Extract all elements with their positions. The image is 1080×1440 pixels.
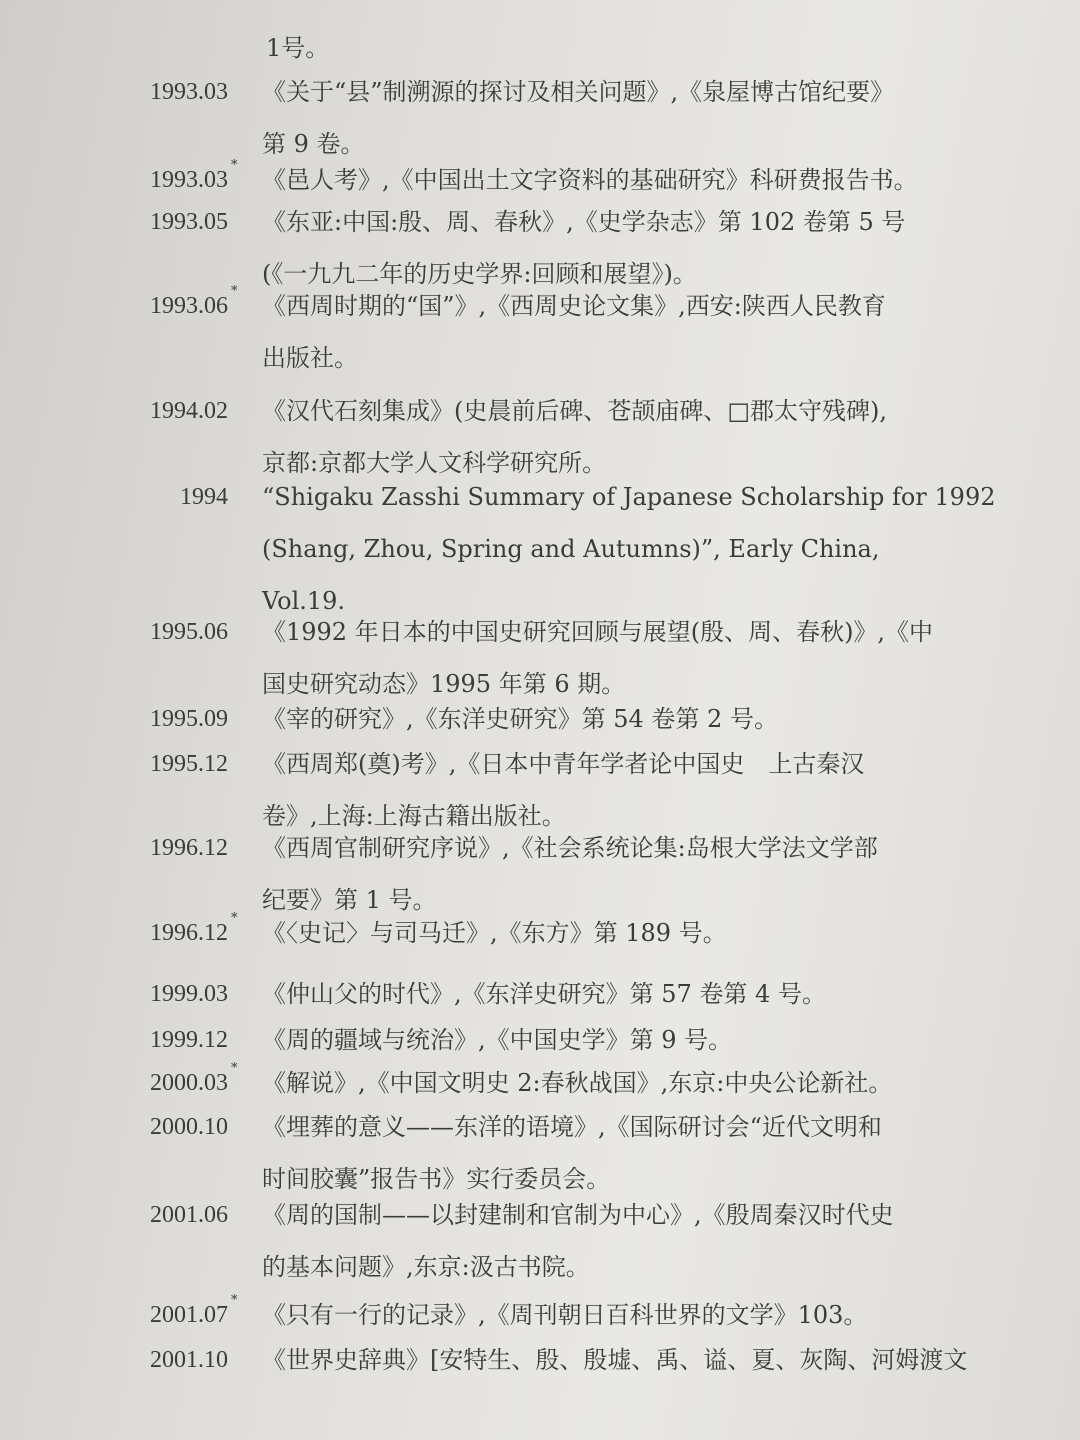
- entry-text-line: 《1992 年日本的中国史研究回顾与展望(殷、周、春秋)》,《中: [262, 618, 934, 646]
- entry-text-line: 卷》,上海:上海古籍出版社。: [262, 802, 566, 830]
- entry-text-line: 《周的疆域与统治》,《中国史学》第 9 号。: [262, 1026, 733, 1054]
- entry-date: 1993.06: [150, 293, 228, 319]
- entry-asterisk: *: [231, 158, 238, 173]
- entry-text: [262, 907, 962, 959]
- entry-date: 2000.10: [150, 1114, 228, 1140]
- entry-text: [262, 968, 962, 1020]
- entry-text-line: 京都:京都大学人文科学研究所。: [262, 449, 607, 477]
- entry-date: 1996.12: [150, 920, 228, 946]
- entry-text-line: 《世界史辞典》[安特生、殷、殷墟、禹、谥、夏、灰陶、河姆渡文: [262, 1346, 968, 1374]
- entry-text: [262, 1334, 968, 1386]
- entry-date: 1995.09: [150, 706, 228, 732]
- entry-text-line: 《西周官制研究序说》,《社会系统论集:岛根大学法文学部: [262, 834, 878, 862]
- entry-date: 1996.12: [150, 835, 228, 861]
- entry-date: 1993.03: [150, 167, 228, 193]
- entry-date: 1999.12: [150, 1027, 228, 1053]
- entry-date: 2001.07: [150, 1302, 228, 1328]
- entry-text-line: 国史研究动态》1995 年第 6 期。: [262, 670, 626, 698]
- entry-date: 1993.03: [150, 79, 228, 105]
- entry-text-line: 《西周郑(奠)考》,《日本中青年学者论中国史 上古秦汉: [262, 750, 865, 778]
- entry-text-line: 《〈史记〉与司马迁》,《东方》第 189 号。: [262, 919, 727, 947]
- entry-text-line: 《西周时期的“国”》,《西周史论文集》,西安:陕西人民教育: [262, 292, 886, 320]
- entry-text-line: 出版社。: [262, 344, 358, 372]
- entry-text-line: 时间胶囊”报告书》实行委员会。: [262, 1165, 611, 1193]
- entry-text-line: (《一九九二年的历史学界:回顾和展望》)。: [262, 260, 697, 288]
- entry-date: 2001.06: [150, 1202, 228, 1228]
- entry-text: [262, 471, 996, 627]
- entry-text-line: 《汉代石刻集成》(史晨前后碑、苍颉庙碑、□郡太守残碑),: [262, 397, 888, 425]
- entry-asterisk: *: [231, 911, 238, 926]
- entry-asterisk: *: [231, 284, 238, 299]
- entry-text-line: (Shang, Zhou, Spring and Autumns)”, Early China,: [262, 535, 880, 563]
- entry-text-line: 《仲山父的时代》,《东洋史研究》第 57 卷第 4 号。: [262, 980, 826, 1008]
- entry-date: 2000.03: [150, 1070, 228, 1096]
- entry-date: 1995.12: [150, 751, 228, 777]
- entry-text-line: 《关于“县”制溯源的探讨及相关问题》,《泉屋博古馆纪要》: [262, 78, 895, 106]
- entry-asterisk: *: [231, 1061, 238, 1076]
- entry-date: 2001.10: [150, 1347, 228, 1373]
- entry-text-line: 《埋葬的意义——东洋的语境》,《国际研讨会“近代文明和: [262, 1113, 882, 1141]
- entry-text-line: “Shigaku Zasshi Summary of Japanese Scholarship for 1992: [262, 483, 996, 511]
- entry-text-line: 《宰的研究》,《东洋史研究》第 54 卷第 2 号。: [262, 705, 778, 733]
- entry-text-line: Vol.19.: [262, 587, 346, 615]
- entry-text: [262, 1189, 962, 1293]
- entry-text-line: 《邑人考》,《中国出土文字资料的基础研究》科研费报告书。: [262, 166, 918, 194]
- entry-text-line: 《东亚:中国:殷、周、春秋》,《史学杂志》第 102 卷第 5 号: [262, 208, 906, 236]
- entry-text-line: 《只有一行的记录》,《周刊朝日百科世界的文学》103。: [262, 1301, 868, 1329]
- entry-date: 1999.03: [150, 981, 228, 1007]
- intro-line: 1号。: [266, 34, 330, 62]
- entry-text-line: 《解说》,《中国文明史 2:春秋战国》,东京:中央公论新社。: [262, 1069, 893, 1097]
- entry-text-line: 《周的国制——以封建制和官制为中心》,《殷周秦汉时代史: [262, 1201, 894, 1229]
- entry-text: [262, 280, 962, 384]
- entry-text-line: 的基本问题》,东京:汲古书院。: [262, 1253, 590, 1281]
- entry-date: 1995.06: [150, 619, 228, 645]
- entry-text-line: 纪要》第 1 号。: [262, 886, 437, 914]
- entry-date: 1994: [180, 484, 228, 510]
- entry-asterisk: *: [231, 1293, 238, 1308]
- entry-text-line: 第 9 卷。: [262, 130, 365, 158]
- entry-date: 1993.05: [150, 209, 228, 235]
- entry-date: 1994.02: [150, 398, 228, 424]
